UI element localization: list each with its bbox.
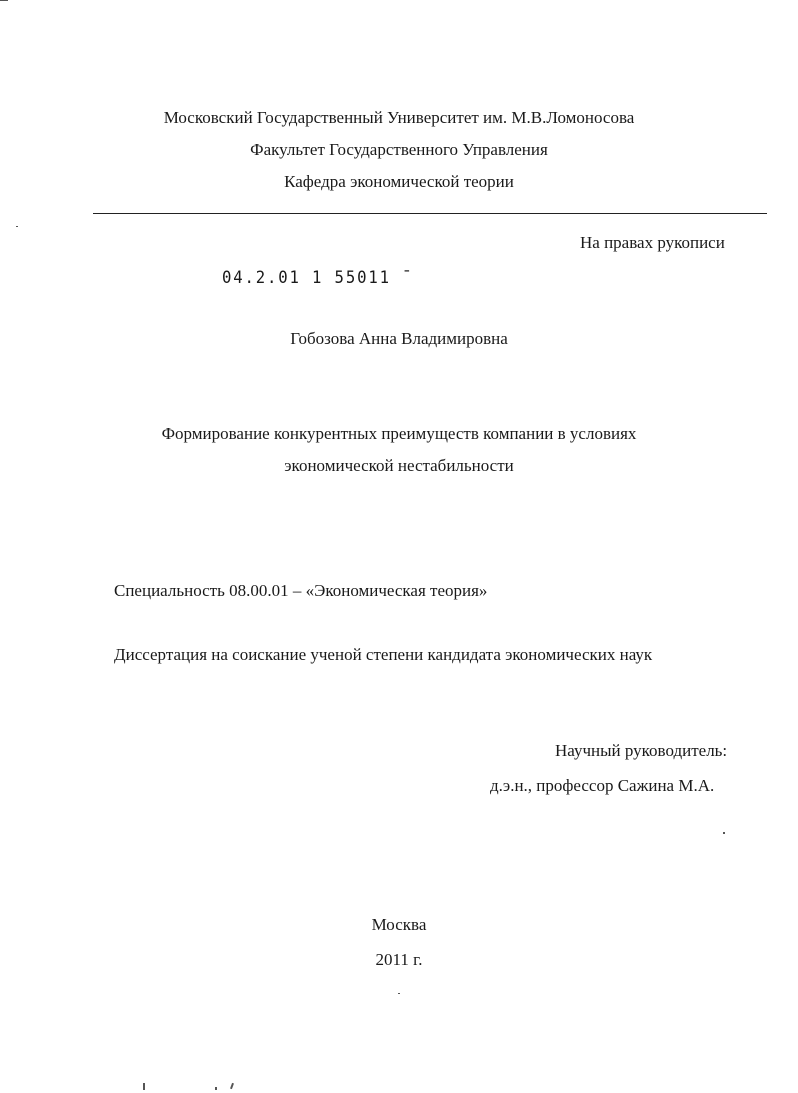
author-name: Гобозова Анна Владимировна — [290, 329, 508, 348]
scan-speck — [398, 993, 400, 994]
department-name: Кафедра экономической теории — [284, 172, 514, 191]
scan-speck — [723, 832, 725, 834]
city: Москва — [371, 915, 427, 934]
specialty: Специальность 08.00.01 – «Экономическая теория» — [114, 581, 488, 600]
faculty-name: Факультет Государственного Управления — [250, 140, 548, 159]
university-name: Московский Государственный Университет им. М.В.Ломоносова — [163, 108, 635, 127]
year: 2011 г. — [375, 950, 423, 969]
header-divider — [93, 213, 767, 214]
scan-speck — [215, 1087, 217, 1090]
dissertation-title-line-2: экономической нестабильности — [284, 456, 514, 475]
dissertation-title-line-1: Формирование конкурентных преимуществ компании в условиях — [161, 424, 637, 443]
degree-statement: Диссертация на соискание ученой степени кандидата экономических наук — [114, 645, 653, 664]
registration-number: 04.2.01 1 55011 ˉ — [222, 268, 414, 288]
scan-speck — [143, 1083, 145, 1090]
scan-speck — [16, 226, 18, 227]
manuscript-note: На правах рукописи — [580, 233, 725, 252]
supervisor-name: д.э.н., профессор Сажина М.А. — [490, 776, 715, 795]
supervisor-label: Научный руководитель: — [555, 741, 728, 760]
scan-speck — [230, 1083, 234, 1089]
scan-speck — [0, 0, 8, 1]
